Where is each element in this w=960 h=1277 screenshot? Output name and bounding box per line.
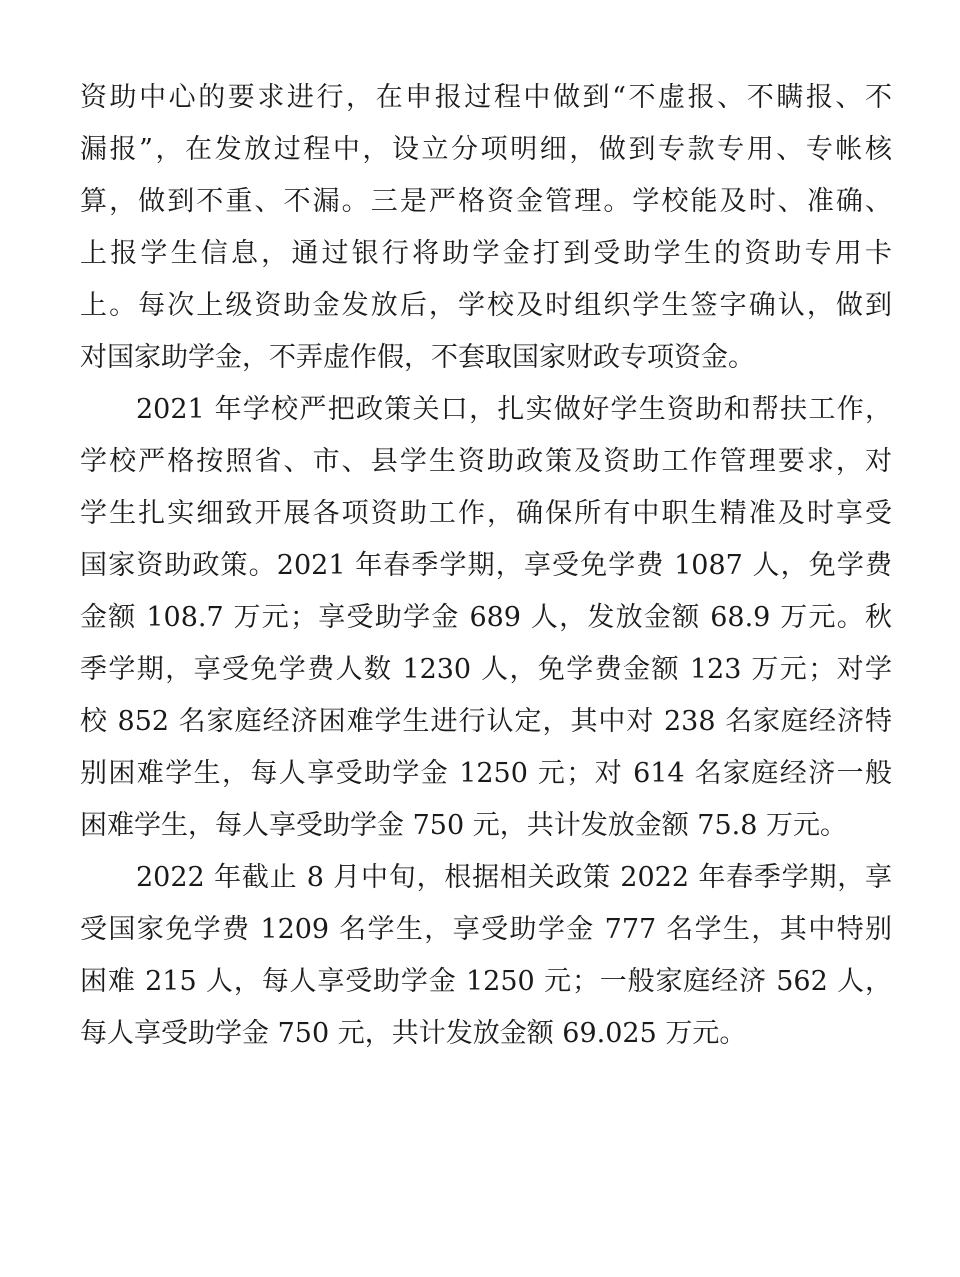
paragraph-line: 季学期，享受免学费人数 1230 人，免学费金额 123 万元；对学 [80,654,892,685]
paragraph-line: 学校严格按照省、市、县学生资助政策及资助工作管理要求，对 [80,446,892,477]
paragraph-line: 上。每次上级资助金发放后，学校及时组织学生签字确认，做到 [80,290,892,321]
paragraph-line: 算，做到不重、不漏。三是严格资金管理。学校能及时、准确、 [80,186,892,217]
paragraph-line: 受国家免学费 1209 名学生，享受助学金 777 名学生，其中特别 [80,914,892,945]
paragraph-line: 别困难学生，每人享受助学金 1250 元；对 614 名家庭经济一般 [80,758,892,789]
paragraph-line: 漏报”，在发放过程中，设立分项明细，做到专款专用、专帐核 [80,134,892,165]
paragraph-line: 资助中心的要求进行，在申报过程中做到“不虚报、不瞒报、不 [80,82,892,113]
paragraph-line: 对国家助学金，不弄虚作假，不套取国家财政专项资金。 [80,342,755,373]
paragraph-line: 学生扎实细致开展各项资助工作，确保所有中职生精准及时享受 [80,498,892,529]
paragraph-1 [80,72,892,384]
document-body [80,72,892,1060]
paragraph-line: 困难 215 人，每人享受助学金 1250 元；一般家庭经济 562 人， [80,966,892,997]
paragraph-line: 每人享受助学金 750 元，共计发放金额 69.025 万元。 [80,1018,747,1049]
paragraph-line: 上报学生信息，通过银行将助学金打到受助学生的资助专用卡 [80,238,892,269]
paragraph-line: 困难学生，每人享受助学金 750 元，共计发放金额 75.8 万元。 [80,810,847,841]
paragraph-line: 2022 年截止 8 月中旬，根据相关政策 2022 年春季学期，享 [136,862,892,893]
paragraph-line: 2021 年学校严把政策关口，扎实做好学生资助和帮扶工作， [136,394,892,425]
paragraph-line: 国家资助政策。2021 年春季学期，享受免学费 1087 人，免学费 [80,550,892,581]
paragraph-2 [80,384,892,852]
paragraph-line: 校 852 名家庭经济困难学生进行认定，其中对 238 名家庭经济特 [80,706,892,737]
paragraph-3 [80,852,892,1060]
paragraph-line: 金额 108.7 万元；享受助学金 689 人，发放金额 68.9 万元。秋 [80,602,892,633]
